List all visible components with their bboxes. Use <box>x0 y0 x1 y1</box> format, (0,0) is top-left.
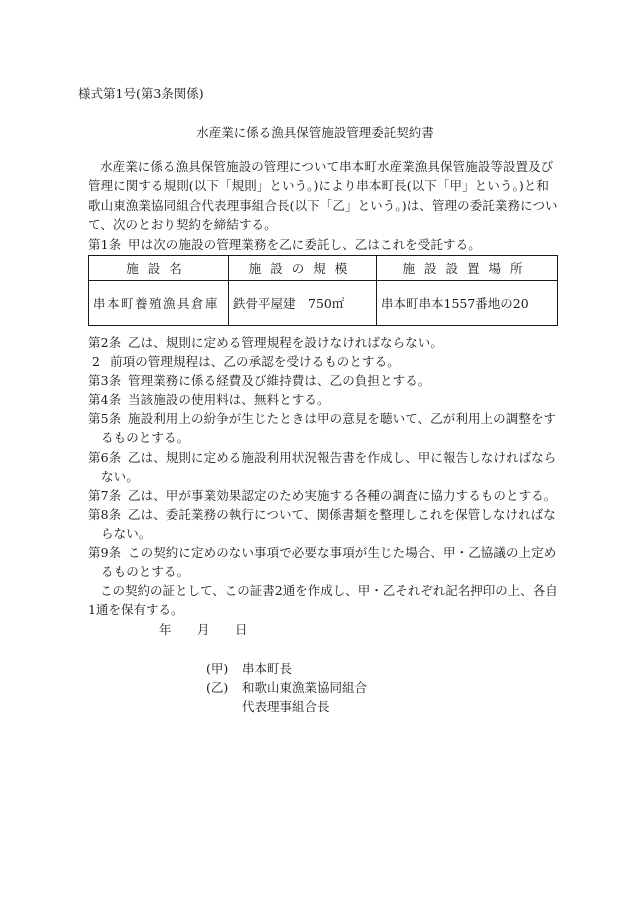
party-a-name: 串本町長 <box>242 661 293 676</box>
article-label: 第2条 <box>88 335 122 350</box>
table-header-cell: 施設名 <box>89 256 229 281</box>
article-label: 第9条 <box>88 545 122 561</box>
party-b-name: 和歌山東漁業協同組合 <box>242 680 368 695</box>
party-b-title: 代表理事組合長 <box>242 699 330 714</box>
party-b-label: (乙) <box>206 680 229 695</box>
article-label: 2 <box>92 354 101 370</box>
document-title: 水産業に係る漁具保管施設管理委託契約書 <box>196 125 434 140</box>
article-text: 管理業務に係る経費及び維持費は、乙の負担とする。 <box>128 373 431 389</box>
article-6 <box>88 448 560 486</box>
article-text: 乙は、規則に定める管理規程を設けなければならない。 <box>128 335 444 350</box>
table-header-cell: 施設の規模 <box>229 256 377 281</box>
table-header-cell: 施設設置場所 <box>377 256 558 281</box>
article-4 <box>88 390 560 409</box>
table-header-row <box>89 256 558 281</box>
article-label: 第8条 <box>88 506 122 522</box>
article-2 <box>88 333 560 352</box>
article-text: この契約に定めのない事項で必要な事項が生じた場合、甲・乙協議の上定めるものとする。 <box>101 545 557 580</box>
article-1 <box>88 235 558 254</box>
article-9 <box>88 543 560 581</box>
article-text: 乙は、規則に定める施設利用状況報告書を作成し、甲に報告しなければならない。 <box>101 449 557 484</box>
article-8 <box>88 505 560 543</box>
article-label: 第5条 <box>88 411 122 427</box>
preamble-paragraph: 水産業に係る漁具保管施設の管理について串本町水産業漁具保管施設等設置及び管理に関する規則(以下「規則」という。)により串本町長(以下「甲」という。)と和歌山東漁業協同組合代表理事組合長(以下「乙」という。)は、管理の委託業務について、次のとおり契約を締結する。 <box>88 159 558 233</box>
contract-date <box>159 620 248 638</box>
contract-articles <box>88 333 560 619</box>
closing-paragraph: この契約の証として、この証書2通を作成し、甲・乙それぞれ記名押印の上、各自1通を保有する。 <box>88 583 558 618</box>
facility-table <box>88 255 558 326</box>
article-text: 施設利用上の紛争が生じたときは甲の意見を聴いて、乙が利用上の調整をするものとする。 <box>101 411 557 446</box>
article-5 <box>88 409 560 447</box>
article-text: 乙は、甲が事業効果認定のため実施する各種の調査に協力するものとする。 <box>128 487 557 503</box>
article-text: 前項の管理規程は、乙の承認を受けるものとする。 <box>110 354 400 370</box>
article-label: 第1条 <box>88 236 122 252</box>
table-cell-facility-name: 串本町養殖漁具倉庫 <box>89 281 229 326</box>
article-3 <box>88 371 560 390</box>
article-label: 第7条 <box>88 487 122 503</box>
article-2-paragraph-2 <box>88 352 560 371</box>
date-day: 日 <box>235 622 248 637</box>
article-text: 甲は次の施設の管理業務を乙に委託し、乙はこれを受託する。 <box>128 236 481 252</box>
contract-body <box>88 157 558 254</box>
date-year: 年 <box>159 622 172 637</box>
article-text: 当該施設の使用料は、無料とする。 <box>128 392 330 408</box>
article-label: 第3条 <box>88 373 122 389</box>
article-label: 第4条 <box>88 392 122 408</box>
table-cell-facility-location: 串本町串本1557番地の20 <box>377 281 558 326</box>
table-row <box>89 281 558 326</box>
date-month: 月 <box>197 622 210 637</box>
table-cell-facility-scale: 鉄骨平屋建 750㎡ <box>229 281 377 326</box>
form-number: 様式第1号(第3条関係) <box>78 86 204 101</box>
party-a-label: (甲) <box>206 661 229 676</box>
article-text: 乙は、委託業務の執行について、関係書類を整理しこれを保管しなければならない。 <box>101 506 556 541</box>
article-7 <box>88 486 560 505</box>
article-label: 第6条 <box>88 449 122 465</box>
